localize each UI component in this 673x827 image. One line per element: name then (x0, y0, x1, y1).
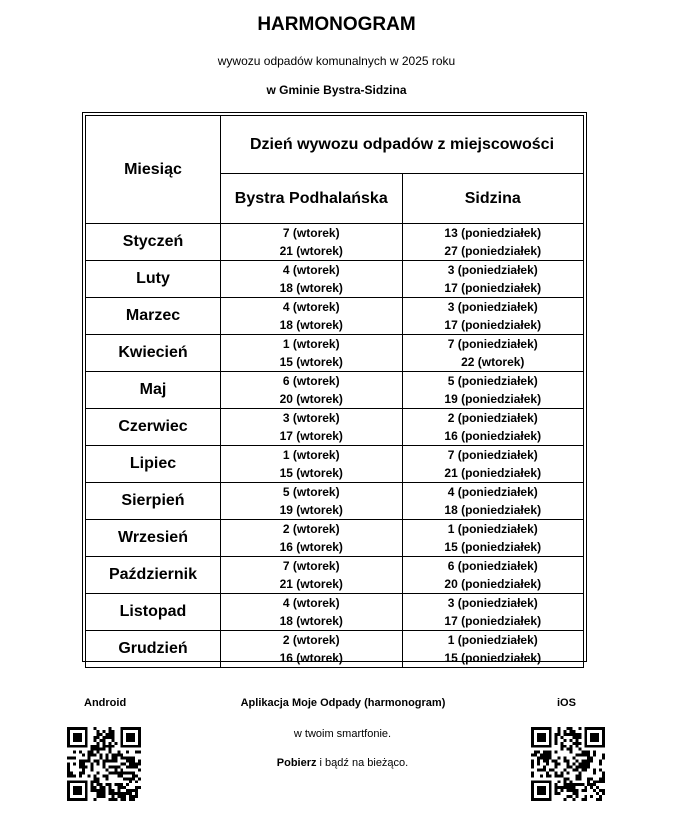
table-row (86, 520, 584, 557)
collection-date: 2 (wtorek) (282, 522, 340, 536)
collection-date: 5 (poniedziałek) (447, 374, 538, 388)
month-cell: Styczeń (86, 224, 221, 261)
bystra-dates-cell (221, 335, 403, 372)
schedule-frame (82, 112, 587, 665)
table-row (86, 594, 584, 631)
table-row (86, 261, 584, 298)
month-cell: Sierpień (86, 483, 221, 520)
collection-date: 17 (wtorek) (279, 429, 343, 443)
collection-date: 16 (poniedziałek) (444, 429, 542, 443)
collection-date: 22 (wtorek) (461, 355, 525, 369)
collection-date: 15 (poniedziałek) (444, 651, 542, 665)
collection-date: 1 (wtorek) (282, 337, 340, 351)
collection-date: 18 (wtorek) (279, 318, 343, 332)
sidzina-dates-cell (402, 372, 584, 409)
collection-day-header: Dzień wywozu odpadów z miejscowości (221, 116, 584, 174)
collection-date: 6 (poniedziałek) (447, 559, 538, 573)
bystra-dates-cell (221, 557, 403, 594)
collection-date: 13 (poniedziałek) (444, 226, 542, 240)
bystra-dates-cell (221, 594, 403, 631)
collection-date: 18 (wtorek) (279, 614, 343, 628)
smartphone-text: w twoim smartfonie. (293, 728, 392, 740)
sidzina-dates-cell (402, 557, 584, 594)
municipality-label: w Gminie Bystra-Sidzina (266, 83, 407, 97)
bystra-dates-cell (221, 483, 403, 520)
table-row (86, 483, 584, 520)
collection-date: 7 (poniedziałek) (447, 448, 538, 462)
sidzina-dates-cell (402, 298, 584, 335)
month-cell: Maj (86, 372, 221, 409)
schedule-body (86, 224, 584, 668)
collection-date: 4 (wtorek) (282, 300, 340, 314)
download-rest: i bądź na bieżąco. (316, 757, 409, 769)
sidzina-dates-cell (402, 224, 584, 261)
bystra-dates-cell (221, 409, 403, 446)
location-header-sidzina: Sidzina (402, 174, 584, 224)
collection-date: 16 (wtorek) (279, 651, 343, 665)
sidzina-dates-cell (402, 594, 584, 631)
collection-date: 15 (wtorek) (279, 466, 343, 480)
android-label: Android (84, 697, 127, 709)
month-cell: Kwiecień (86, 335, 221, 372)
bystra-dates-cell (221, 224, 403, 261)
table-row (86, 298, 584, 335)
month-cell: Czerwiec (86, 409, 221, 446)
collection-date: 18 (wtorek) (279, 281, 343, 295)
month-cell: Październik (86, 557, 221, 594)
collection-date: 7 (poniedziałek) (447, 337, 538, 351)
collection-date: 2 (poniedziałek) (447, 411, 538, 425)
collection-date: 4 (poniedziałek) (447, 485, 538, 499)
table-row (86, 409, 584, 446)
month-column-header: Miesiąc (86, 116, 221, 224)
collection-date: 17 (poniedziałek) (444, 614, 542, 628)
collection-date: 3 (poniedziałek) (447, 300, 538, 314)
month-cell: Luty (86, 261, 221, 298)
collection-date: 19 (wtorek) (279, 503, 343, 517)
collection-date: 17 (poniedziałek) (444, 281, 542, 295)
sidzina-dates-cell (402, 446, 584, 483)
sidzina-dates-cell (402, 261, 584, 298)
sidzina-dates-cell (402, 335, 584, 372)
download-bold: Pobierz (276, 757, 317, 769)
page-title: HARMONOGRAM (257, 14, 416, 35)
collection-date: 19 (poniedziałek) (444, 392, 542, 406)
collection-date: 20 (wtorek) (279, 392, 343, 406)
collection-date: 15 (poniedziałek) (444, 540, 542, 554)
collection-date: 4 (wtorek) (282, 263, 340, 277)
collection-date: 1 (poniedziałek) (447, 633, 538, 647)
month-cell: Marzec (86, 298, 221, 335)
ios-qr-code-icon[interactable] (531, 727, 605, 801)
bystra-dates-cell (221, 261, 403, 298)
table-row (86, 446, 584, 483)
collection-date: 1 (wtorek) (282, 448, 340, 462)
collection-date: 27 (poniedziałek) (444, 244, 542, 258)
collection-date: 16 (wtorek) (279, 540, 343, 554)
app-title: Aplikacja Moje Odpady (harmonogram) (240, 697, 446, 709)
month-cell: Listopad (86, 594, 221, 631)
collection-date: 1 (poniedziałek) (447, 522, 538, 536)
collection-date: 7 (wtorek) (282, 559, 340, 573)
month-cell: Wrzesień (86, 520, 221, 557)
bystra-dates-cell (221, 298, 403, 335)
schedule-table (85, 115, 584, 668)
collection-date: 6 (wtorek) (282, 374, 340, 388)
page-subtitle: wywozu odpadów komunalnych w 2025 roku (217, 54, 456, 68)
collection-date: 20 (poniedziałek) (444, 577, 542, 591)
location-header-bystra: Bystra Podhalańska (221, 174, 403, 224)
table-row (86, 335, 584, 372)
collection-date: 3 (wtorek) (282, 411, 340, 425)
collection-date: 3 (poniedziałek) (447, 596, 538, 610)
collection-date: 4 (wtorek) (282, 596, 340, 610)
sidzina-dates-cell (402, 520, 584, 557)
collection-date: 21 (poniedziałek) (444, 466, 542, 480)
bystra-dates-cell (221, 631, 403, 668)
collection-date: 15 (wtorek) (279, 355, 343, 369)
sidzina-dates-cell (402, 409, 584, 446)
table-row (86, 631, 584, 668)
bystra-dates-cell (221, 520, 403, 557)
android-qr-code-icon[interactable] (67, 727, 141, 801)
collection-date: 7 (wtorek) (282, 226, 340, 240)
collection-date: 3 (poniedziałek) (447, 263, 538, 277)
collection-date: 18 (poniedziałek) (444, 503, 542, 517)
collection-date: 21 (wtorek) (279, 577, 343, 591)
collection-date: 21 (wtorek) (279, 244, 343, 258)
ios-label: iOS (557, 697, 576, 709)
table-row (86, 372, 584, 409)
collection-date: 5 (wtorek) (282, 485, 340, 499)
month-cell: Grudzień (86, 631, 221, 668)
collection-date: 17 (poniedziałek) (444, 318, 542, 332)
bystra-dates-cell (221, 446, 403, 483)
sidzina-dates-cell (402, 483, 584, 520)
month-cell: Lipiec (86, 446, 221, 483)
collection-date: 2 (wtorek) (282, 633, 340, 647)
sidzina-dates-cell (402, 631, 584, 668)
bystra-dates-cell (221, 372, 403, 409)
table-row (86, 557, 584, 594)
table-row (86, 224, 584, 261)
